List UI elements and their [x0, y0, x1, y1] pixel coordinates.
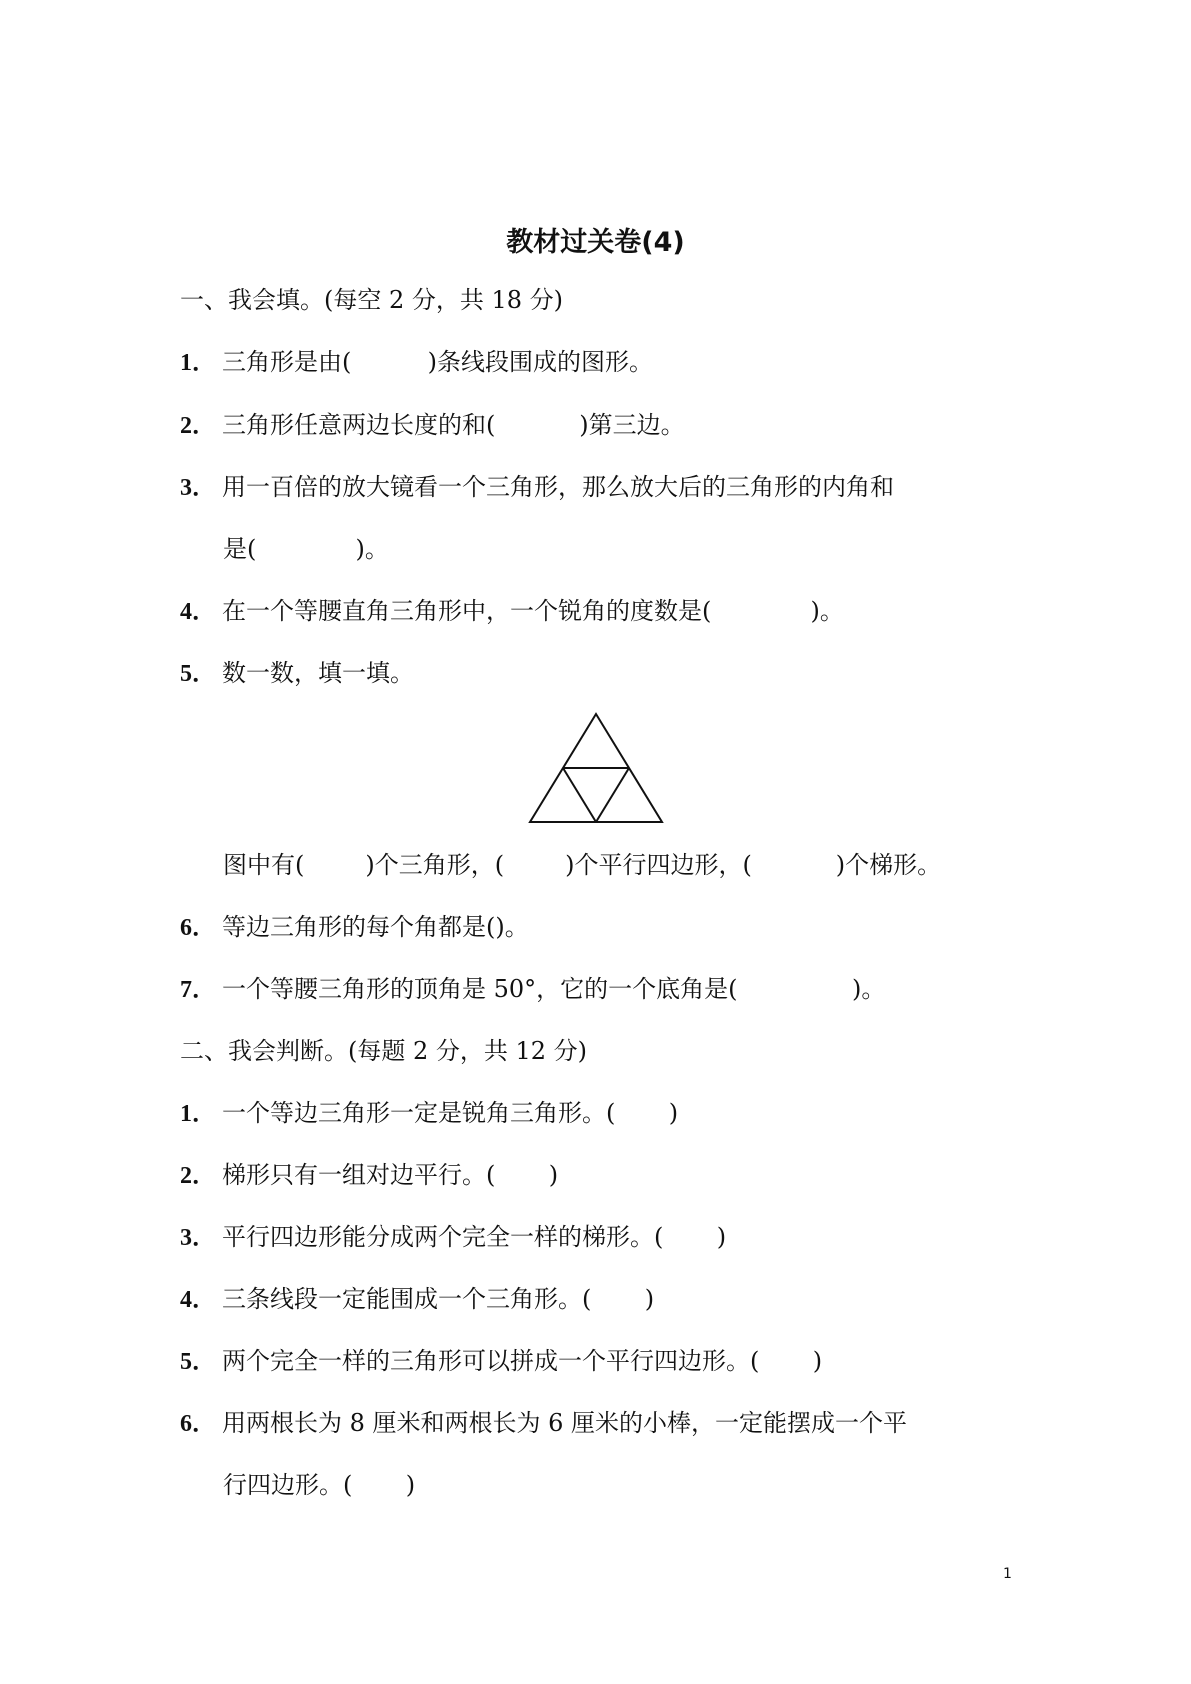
question-2-2	[180, 1163, 558, 1188]
question-text: 三角形任意两边长度的和( )第三边。	[222, 411, 685, 439]
question-text: 三角形是由( )条线段围成的图形。	[222, 348, 654, 376]
question-text: 数一数，填一填。	[222, 659, 414, 687]
question-number: 4．	[180, 599, 216, 625]
question-number: 6．	[180, 1411, 216, 1437]
question-2-6-continued: 行四边形。( )	[223, 1471, 416, 1499]
question-1-7	[180, 977, 885, 1002]
question-text: 两个完全一样的三角形可以拼成一个平行四边形。( )	[222, 1347, 823, 1375]
question-number: 2．	[180, 1163, 216, 1189]
question-1-6	[180, 915, 529, 940]
question-2-6	[180, 1411, 907, 1436]
question-number: 3．	[180, 1225, 216, 1251]
question-1-5-continued: 图中有( )个三角形，( )个平行四边形，( )个梯形。	[223, 851, 942, 879]
question-1-3	[180, 475, 894, 500]
question-2-4	[180, 1287, 654, 1312]
question-1-4	[180, 599, 844, 624]
question-1-5	[180, 661, 414, 686]
question-number: 3．	[180, 475, 216, 501]
section-2-heading: 二、我会判断。(每题 2 分，共 12 分)	[180, 1037, 588, 1065]
triangle-figure-icon	[528, 712, 664, 824]
question-2-3	[180, 1225, 726, 1250]
question-number: 1．	[180, 1101, 216, 1127]
question-text: 平行四边形能分成两个完全一样的梯形。( )	[222, 1223, 727, 1251]
question-text: 用两根长为 8 厘米和两根长为 6 厘米的小棒，一定能摆成一个平	[222, 1409, 908, 1437]
question-text: 一个等腰三角形的顶角是 50°，它的一个底角是( )。	[222, 975, 886, 1003]
question-text: 在一个等腰直角三角形中，一个锐角的度数是( )。	[222, 597, 844, 625]
question-number: 5．	[180, 1349, 216, 1375]
question-text: 三条线段一定能围成一个三角形。( )	[222, 1285, 655, 1313]
page-number: 1	[1003, 1566, 1012, 1582]
question-text: 等边三角形的每个角都是()。	[222, 913, 529, 941]
question-number: 6．	[180, 915, 216, 941]
question-1-1	[180, 350, 653, 375]
question-number: 1．	[180, 350, 216, 376]
section-1-heading: 一、我会填。(每空 2 分，共 18 分)	[180, 286, 564, 314]
question-text: 用一百倍的放大镜看一个三角形，那么放大后的三角形的内角和	[222, 473, 894, 501]
question-number: 5．	[180, 661, 216, 687]
question-2-1	[180, 1101, 678, 1126]
question-2-5	[180, 1349, 822, 1374]
question-1-3-continued: 是( )。	[223, 535, 389, 563]
question-number: 2．	[180, 413, 216, 439]
question-number: 7．	[180, 977, 216, 1003]
page-title: 教材过关卷(4)	[506, 227, 685, 258]
question-number: 4．	[180, 1287, 216, 1313]
question-text: 梯形只有一组对边平行。( )	[222, 1161, 559, 1189]
question-1-2	[180, 413, 685, 438]
question-text: 一个等边三角形一定是锐角三角形。( )	[222, 1099, 679, 1127]
